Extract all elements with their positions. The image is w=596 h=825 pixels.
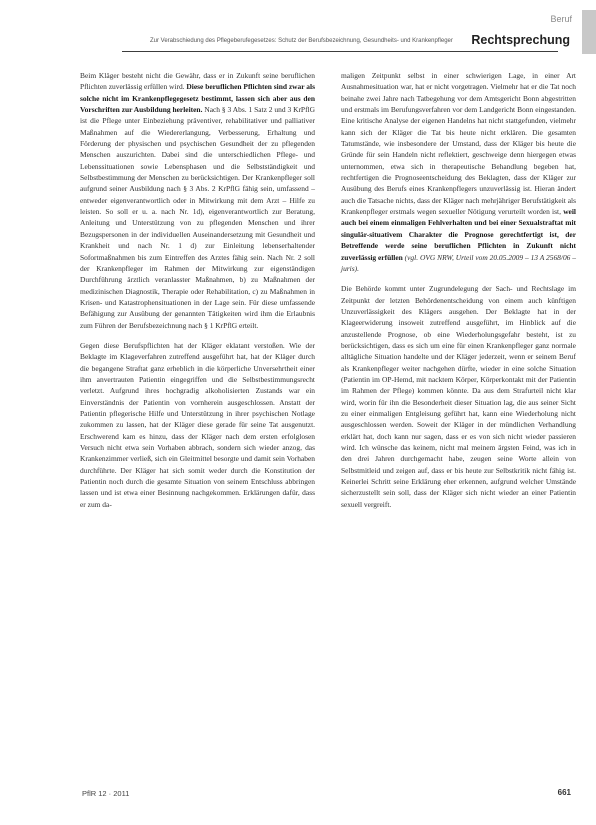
right-paragraph-1 bbox=[341, 70, 576, 274]
right-column bbox=[341, 70, 576, 519]
page-number: 661 bbox=[557, 788, 571, 797]
category-label: Beruf bbox=[550, 14, 572, 24]
left-p1-text-a: Beim Kläger besteht nicht die Gewähr, dass er in Zukunft seine beruflichen Pflichten zuverlässig erfüllen wird. bbox=[80, 71, 315, 92]
right-p1-citation: (vgl. OVG NRW, Urteil vom 20.05.2009 – 13 A 2568/06 – juris). bbox=[341, 252, 576, 273]
right-p1-bold: weil auch bei einem einmaligen Fehlverhalten und bei einer Sexualstraftat mit singulär-situativem Charakter die Prognose gerechtfertigt ist, der Betreffende werde seine beruflichen Pflichten in Zukunft nicht zuverlässig erfüllen bbox=[341, 207, 576, 262]
section-title: Rechtsprechung bbox=[471, 33, 570, 47]
header-rule bbox=[122, 51, 558, 52]
left-p1-bold: Diese beruflichen Pflichten sind zwar als solche nicht im Krankenpflegegesetz bestimmt, lassen sich aber aus den Vorschriften zur Ausbildung herleiten. bbox=[80, 82, 315, 115]
left-paragraph-2: Gegen diese Berufspflichten hat der Kläger eklatant verstoßen. Wie der Beklagte im Klageverfahren zutreffend ausgeführt hat, hat der Kläger durch die begangene Straftat ganz erheblich in die körperliche Unversehrtheit einer ihm anvertrauten Patientin eingegriffen und die Selbstbestimmungsrecht verletzt. Aufgrund ihres hochgradig alkoholisierten Zustands war ein Einverständnis der Patientin von vornherein ausgeschlossen. Anstatt der Patientin pflegerische Hilfe und Unterstützung in ihrer psychischen Notlage zukommen zu lassen, hat der Kläger diese gerade für seine Tat ausgenutzt. Erschwerend kam es hinzu, dass der Kläger nach dem ersten erfolglosen Versuch nicht etwa sein Vorhaben abbrach, sondern sich wieder anzog, das Krankenzimmer verließ, sich ein Gleitmittel besorgte und damit sein Vorhaben durchführte. Der Kläger hat sich somit weder durch die Konstitution der Patientin noch durch die gesamte Situation von seinem Entschluss abbringen lassen und ist etwa einer Besinnung nachgekommen. Erklärungen dafür, dass er zum da- bbox=[80, 340, 315, 509]
right-paragraph-2: Die Behörde kommt unter Zugrundelegung der Sach- und Rechtslage im Zeitpunkt der letzten Behördenentscheidung von einem auch künftigen Unzuverlässigkeit des Klägers ausgehen. Der Beklagte hat in der Klageerwiderung insoweit zutreffend ausgeführt, im Hinblick auf die anzustellende Prognose, ob eine Wiederholungsgefahr besteht, ist zu berücksichtigen, dass es sich um eine für einen Krankenpfleger ganz normale alltägliche Situation handelte und der Kläger jederzeit, wenn er seinem Beruf als Krankenpfleger weiter nachgehen dürfte, wieder in eine solche Situation (Patientin im OP-Hemd, mit nacktem Körper, Körperkontakt mit der Patientin im Rahmen der Pflege) kommen könnte. Da aus dem Strafurteil nicht klar wird, worin für ihn die Besonderheit dieser Situation lag, die aus seiner Sicht zu einer einmaligen Entgleisung geführt hat, kann eine Wiederholung nicht ausgeschlossen werden. Soweit der Kläger in der mündlichen Verhandlung erklärt hat, doch kann nur sagen, dass er es von sich nicht wieder passieren wird. Ich wünsche das keinem, nicht mal meinem ärgsten Feind, was ich in den drei Jahren durchgemacht habe, zeugen seine Worte allein von Selbstmitleid und zeigen auf, dass er bis heute zur Selbstkritik nicht fähig ist. Keinerlei Schritt seine Erklärung eher erkennen, aufgrund welcher Umstände sicherzustellt sein soll, dass der Kläger sich nicht wieder an einer Patientin sexuell vergreift. bbox=[341, 284, 576, 509]
left-column bbox=[80, 70, 315, 519]
section-tab-marker bbox=[582, 10, 596, 54]
left-paragraph-1 bbox=[80, 70, 315, 331]
journal-issue: PflR 12 · 2011 bbox=[82, 789, 130, 798]
page-header bbox=[0, 0, 596, 60]
right-p1-text-a: maligen Zeitpunkt selbst in einer schwierigen Lage, in einer Art Ausnahmesituation war, hat er nicht vorgetragen. Vielmehr hat er die Tat noch beinahe zwei Jahre nach Tatbegehung vor dem Amtsgericht Bonn abgestritten und erstmals im Berufungsverfahren vor dem Landgericht Bonn eingestanden. Eine kritische Analyse der eigenen Handelns hat nicht stattgefunden, vielmehr kann sich der Kläger die Tat bis heute nicht erklären. Die gesamten Tatumstände, wie insbesondere der Umstand, dass der Kläger bis heute die Gründe für sein Handeln nicht reflektiert, geschweige denn hiergegen etwas unternommen, etwa sich in therapeutische Behandlung begeben hat, rechtfertigen die Prognoseentscheidung des Beklagten, dass der Kläger zur Ausübung des Berufs eines Krankenpflegers unzuverlässig ist. Hieran ändert auch die Tatsache nichts, dass der Kläger nach mehrjähriger Berufstätigkeit als Krankenpfleger erstmals wegen sexueller Nötigung verurteilt worden ist, bbox=[341, 71, 576, 217]
header-subtitle: Zur Verabschiedung des Pflegeberufegesetzes: Schutz der Berufsbezeichnung, Gesundheits- und Krankenpfleger bbox=[150, 38, 453, 44]
left-p1-text-c: Nach § 3 Abs. 1 Satz 2 und 3 KrPflG ist die Pflege unter Einbeziehung präventiver, rehabilitativer und palliativer Maßnahmen auf die Wiedererlangung, Verbesserung, Erhaltung und Förderung der physischen und psychischen Gesundheit der zu pflegenden Menschen auszurichten. Dabei sind die unterschiedlichen Pflege- und Lebenssituationen sowie Lebensphasen und die Selbstständigkeit und Selbstbestimmung der Menschen zu berücksichtigen. Der Krankenpfleger soll aufgrund seiner Ausbildung nach § 3 Abs. 2 KrPflG fähig sein, umfassend – entweder eigenverantwortlich oder in Mitwirkung mit dem Arzt – Hilfe zu leisten. So soll er u. a. nach Nr. 1d), eigenverantwortlich zur Beratung, Anleitung und Unterstützung von zu pflegenden Menschen und ihrer Bezugspersonen in der individuellen Auseinandersetzung mit Gesundheit und Krankheit und nach Nr. 1 d) zur Einleitung lebenserhaltender Sofortmaßnahmen bis zum Eintreffen des Arztes fähig sein. Nach Nr. 2 soll der Krankenpfleger im Rahmen der Mitwirkung zur eigenständigen Durchführung ärztlich veranlasster Maßnahmen, b) zu Maßnahmen der medizinischen Diagnostik, Therapie oder Rehabilitation, c) zu Maßnahmen in Krisen- und Katastrophensituationen in der Lage sein. Für diese umfassende Befähigung zur Ausübung der genannten Tätigkeiten wird ihm die Erlaubnis zum Führen der Berufsbezeichnung nach § 1 KrPflG erteilt. bbox=[80, 105, 315, 330]
